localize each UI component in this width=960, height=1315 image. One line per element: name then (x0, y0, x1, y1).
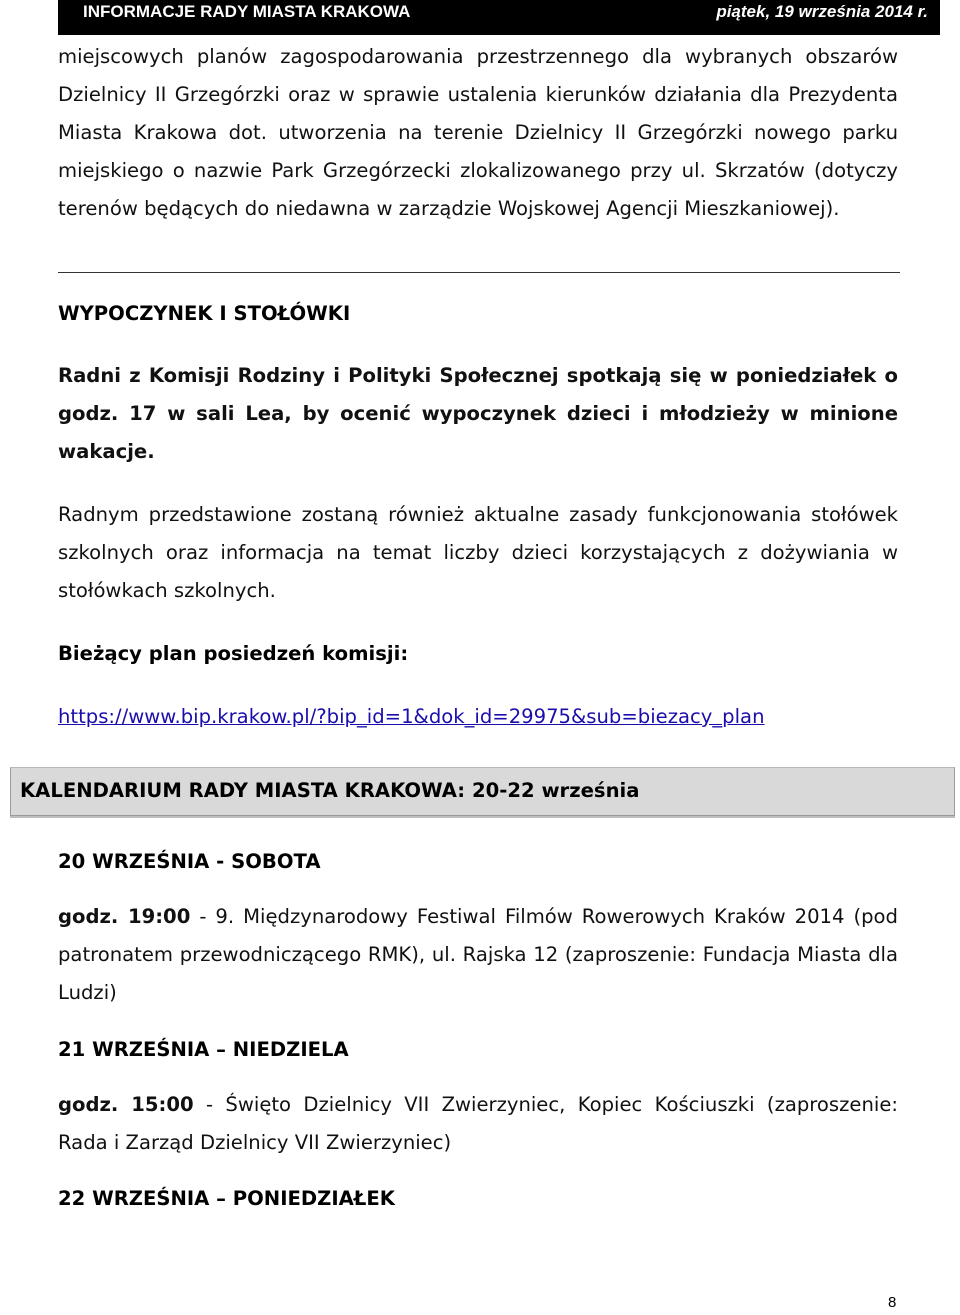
day-event (58, 898, 898, 1012)
section-heading: WYPOCZYNEK I STOŁÓWKI (58, 302, 351, 325)
event-description: - 9. Międzynarodowy Festiwal Filmów Rowerowych Kraków 2014 (pod patronatem przewodniczącego RMK), ul. Rajska 12 (zaproszenie: Fundacja Miasta dla Ludzi) (58, 905, 898, 1004)
plan-link[interactable]: https://www.bip.krakow.pl/?bip_id=1&dok_id=29975&sub=biezacy_plan (58, 705, 765, 728)
kalendarium-banner (10, 767, 955, 816)
day-heading: 21 WRZEŚNIA – NIEDZIELA (58, 1038, 349, 1061)
event-time: godz. 19:00 (58, 905, 191, 928)
kalendarium-title: KALENDARIUM RADY MIASTA KRAKOWA: 20-22 września (20, 779, 640, 802)
page-header (58, 0, 940, 35)
event-time: godz. 15:00 (58, 1093, 194, 1116)
day-heading: 22 WRZEŚNIA – PONIEDZIAŁEK (58, 1187, 395, 1210)
page-number: 8 (888, 1294, 897, 1311)
intro-paragraph: miejscowych planów zagospodarowania przestrzennego dla wybranych obszarów Dzielnicy II Grzegórzki oraz w sprawie ustalenia kierunków działania dla Prezydenta Miasta Krakowa dot. utworzenia na terenie Dzielnicy II Grzegórzki nowego parku miejskiego o nazwie Park Grzegórzecki zlokalizowanego przy ul. Skrzatów (dotyczy terenów będących do niedawna w zarządzie Wojskowej Agencji Mieszkaniowej). (58, 45, 898, 220)
day-heading: 20 WRZEŚNIA - SOBOTA (58, 850, 321, 873)
event-description: - Święto Dzielnicy VII Zwierzyniec, Kopiec Kościuszki (zaproszenie: Rada i Zarząd Dzielnicy VII Zwierzyniec) (58, 1093, 898, 1154)
plan-label: Bieżący plan posiedzeń komisji: (58, 642, 409, 665)
section-paragraph: Radnym przedstawione zostaną również aktualne zasady funkcjonowania stołówek szkolnych oraz informacja na temat liczby dzieci korzystających z dożywiania w stołówkach szkolnych. (58, 503, 898, 602)
header-title: INFORMACJE RADY MIASTA KRAKOWA (83, 2, 411, 21)
section-lead: Radni z Komisji Rodziny i Polityki Społecznej spotkają się w poniedziałek o godz. 17 w sali Lea, by ocenić wypoczynek dzieci i młodzieży w minione wakacje. (58, 364, 898, 463)
header-date: piątek, 19 września 2014 r. (716, 2, 928, 21)
section-divider (58, 272, 900, 273)
day-event (58, 1086, 898, 1162)
